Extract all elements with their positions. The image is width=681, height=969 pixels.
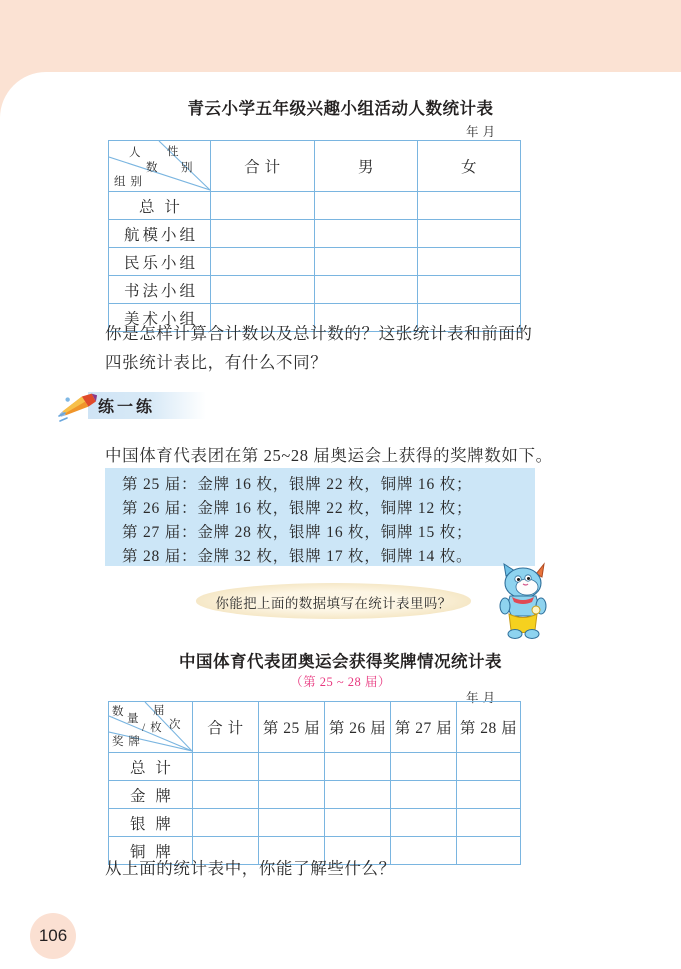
table-row	[109, 220, 521, 248]
medal-data-line: 第 27 届：金牌 28 枚，银牌 16 枚，铜牌 15 枚；	[122, 524, 473, 541]
table1-col-header: 男	[315, 141, 418, 192]
table2-col-header: 合 计	[193, 702, 259, 753]
table2-col-header: 第 26 届	[325, 702, 391, 753]
practice-heading-label: 练一练	[98, 399, 156, 416]
table2-cell[interactable]	[391, 837, 457, 865]
table2-cell[interactable]	[391, 781, 457, 809]
table1-cell[interactable]	[315, 248, 418, 276]
table1-corner-cell	[109, 141, 211, 192]
closing-question-text: 从上面的统计表中，你能了解些什么？	[105, 859, 396, 878]
table1-header-row	[109, 141, 521, 192]
table2-header-row	[109, 702, 521, 753]
table2-cell[interactable]	[457, 809, 521, 837]
table1-row-label: 航模小组	[109, 220, 211, 248]
question-paragraph-line1: 你是怎样计算合计数以及总计数的？这张统计表和前面的	[105, 324, 533, 343]
table1-cell[interactable]	[211, 192, 315, 220]
page-number: 106	[38, 926, 68, 945]
table1-row-label: 美术小组	[109, 304, 211, 332]
table1-col-header: 女	[418, 141, 521, 192]
speech-bubble-text: 你能把上面的数据填写在统计表里吗？	[215, 596, 452, 611]
table2-cell[interactable]	[325, 781, 391, 809]
cat-mascot-icon	[492, 558, 554, 640]
table-row	[109, 276, 521, 304]
table2-row-label: 总 计	[109, 753, 193, 781]
table1-cell[interactable]	[315, 276, 418, 304]
table1-corner-label-count: 数	[146, 162, 159, 174]
interest-group-statistics-table	[108, 140, 521, 332]
table2-row-label: 银 牌	[109, 809, 193, 837]
table-row	[109, 192, 521, 220]
table1-col-header: 合 计	[211, 141, 315, 192]
table2-cell[interactable]	[325, 809, 391, 837]
table1-cell[interactable]	[211, 220, 315, 248]
pencil-icon	[56, 386, 102, 426]
table2-row-label: 金 牌	[109, 781, 193, 809]
table1-corner-label-gender-lower: 别	[181, 162, 194, 174]
table2-subtitle: （第 25 ~ 28 届）	[290, 675, 391, 689]
table1-cell[interactable]	[418, 192, 521, 220]
table1-date-label: 年 月	[466, 125, 496, 139]
olympic-medal-statistics-table	[108, 701, 521, 865]
table2-cell[interactable]	[259, 809, 325, 837]
table2-date-label: 年 月	[466, 691, 496, 705]
table2-cell[interactable]	[457, 837, 521, 865]
table2-cell[interactable]	[391, 809, 457, 837]
table-row	[109, 248, 521, 276]
table2-corner-label-medal: 奖 牌	[112, 736, 141, 748]
table1-row-label: 总 计	[109, 192, 211, 220]
table2-col-header: 第 28 届	[457, 702, 521, 753]
table2-cell[interactable]	[259, 781, 325, 809]
table2-corner-label-unit: / 枚	[142, 722, 163, 734]
table-row	[109, 753, 521, 781]
medal-data-lines	[122, 473, 532, 569]
table1-row-label: 书法小组	[109, 276, 211, 304]
table-row	[109, 809, 521, 837]
table2-cell[interactable]	[457, 781, 521, 809]
table1-cell[interactable]	[418, 248, 521, 276]
table-row	[109, 781, 521, 809]
table2-title: 中国体育代表团奥运会获得奖牌情况统计表	[179, 653, 502, 671]
table2-cell[interactable]	[325, 753, 391, 781]
medal-data-line: 第 28 届：金牌 32 枚，银牌 17 枚，铜牌 14 枚。	[122, 548, 473, 565]
practice-intro-text: 中国体育代表团在第 25~28 届奥运会上获得的奖牌数如下。	[105, 446, 553, 465]
table2-corner-label-quantity-2: 量	[127, 713, 140, 725]
table1-cell[interactable]	[211, 276, 315, 304]
table2-col-header: 第 25 届	[259, 702, 325, 753]
table1-cell[interactable]	[315, 192, 418, 220]
table2-corner-label-session-lower: 次	[169, 719, 182, 731]
table1-cell[interactable]	[418, 220, 521, 248]
table2-corner-cell	[109, 702, 193, 753]
table2-corner-label-session-upper: 届	[153, 705, 166, 717]
table2-corner-label-quantity-1: 数	[112, 706, 125, 718]
table1-corner-label-gender-upper: 性	[167, 146, 180, 158]
table1-title: 青云小学五年级兴趣小组活动人数统计表	[187, 100, 494, 118]
table1-corner-label-group: 组 别	[114, 176, 143, 188]
table1-cell[interactable]	[418, 276, 521, 304]
table2-cell[interactable]	[457, 753, 521, 781]
table1-row-label: 民乐小组	[109, 248, 211, 276]
table2-row-label: 铜 牌	[109, 837, 193, 865]
table1-corner-label-people: 人	[129, 147, 142, 159]
table2-cell[interactable]	[193, 809, 259, 837]
medal-data-line: 第 26 届：金牌 16 枚，银牌 22 枚，铜牌 12 枚；	[122, 500, 473, 517]
table2-cell[interactable]	[193, 781, 259, 809]
table2-cell[interactable]	[391, 753, 457, 781]
table2-col-header: 第 27 届	[391, 702, 457, 753]
table1-cell[interactable]	[315, 220, 418, 248]
medal-data-line: 第 25 届：金牌 16 枚，银牌 22 枚，铜牌 16 枚；	[122, 476, 473, 493]
table2-cell[interactable]	[259, 753, 325, 781]
top-decorative-banner	[0, 0, 681, 72]
question-paragraph-line2: 四张统计表比，有什么不同？	[105, 353, 328, 372]
table2-cell[interactable]	[193, 753, 259, 781]
table1-cell[interactable]	[211, 248, 315, 276]
